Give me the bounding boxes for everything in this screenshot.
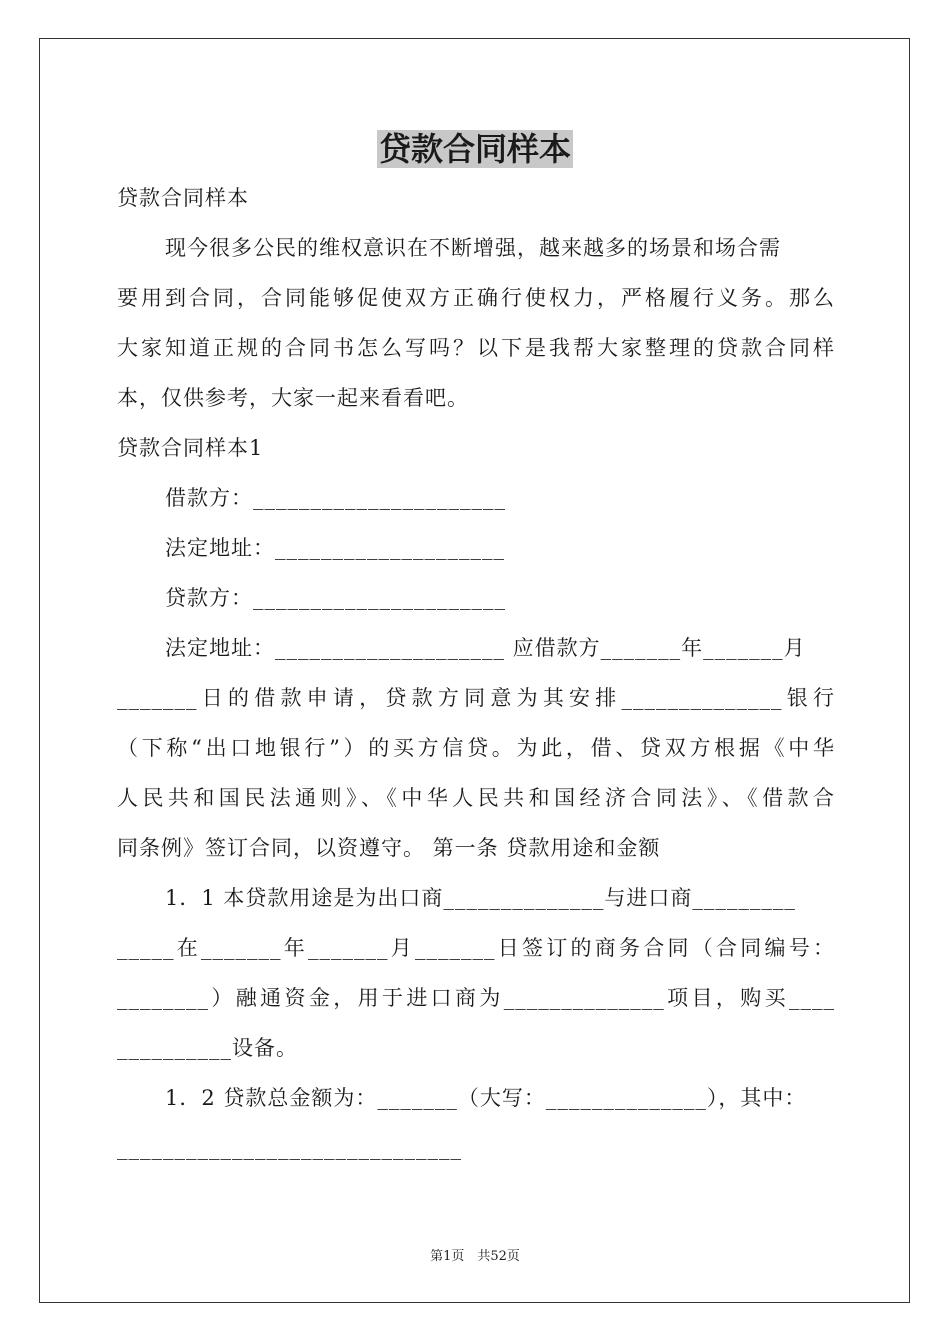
clause-1-1-line-4: __________设备。 — [117, 1036, 298, 1060]
body-line-3: 人民共和国民法通则》、《中华人民共和国经济合同法》、《借款合 — [117, 786, 835, 810]
page-border — [39, 38, 910, 1303]
lender-address-line: 法定地址：____________________ 应借款方_______年_______月 — [165, 636, 806, 660]
clause-1-1-line-1: 1．1 本贷款用途是为出口商______________与进口商_________ — [165, 886, 796, 910]
borrower-address-field: 法定地址：____________________ — [165, 536, 505, 560]
borrower-field: 借款方：______________________ — [165, 486, 506, 510]
intro-line-4: 本，仅供参考，大家一起来看看吧。 — [117, 386, 469, 410]
intro-line-3: 大家知道正规的合同书怎么写吗？以下是我帮大家整理的贷款合同样 — [117, 336, 835, 360]
intro-line-2: 要用到合同，合同能够促使双方正确行使权力，严格履行义务。那么 — [117, 286, 835, 310]
sample-heading: 贷款合同样本1 — [117, 436, 264, 460]
body-line-2: （下称“出口地银行”）的买方信贷。为此，借、贷双方根据《中华 — [117, 736, 835, 760]
clause-1-2-line-1: 1．2 贷款总金额为：_______（大写：______________），其中： — [165, 1086, 807, 1110]
body-line-4: 同条例》签订合同，以资遵守。 第一条 贷款用途和金额 — [117, 836, 661, 860]
clause-1-1-line-3: ________）融通资金，用于进口商为______________项目，购买____ — [117, 986, 835, 1010]
page-number: 第1页 共52页 — [430, 1249, 520, 1264]
intro-line-1: 现今很多公民的维权意识在不断增强，越来越多的场景和场合需 — [165, 236, 781, 260]
clause-1-2-line-2: ______________________________ — [117, 1136, 462, 1160]
lender-field: 贷款方：______________________ — [165, 586, 506, 610]
subtitle-line: 贷款合同样本 — [117, 186, 249, 210]
clause-1-1-line-2: _____在_______年_______月_______日签订的商务合同（合同编号： — [117, 936, 835, 960]
document-title: 贷款合同样本 — [378, 130, 571, 168]
body-line-1: _______日的借款申请，贷款方同意为其安排______________银行 — [117, 686, 835, 710]
